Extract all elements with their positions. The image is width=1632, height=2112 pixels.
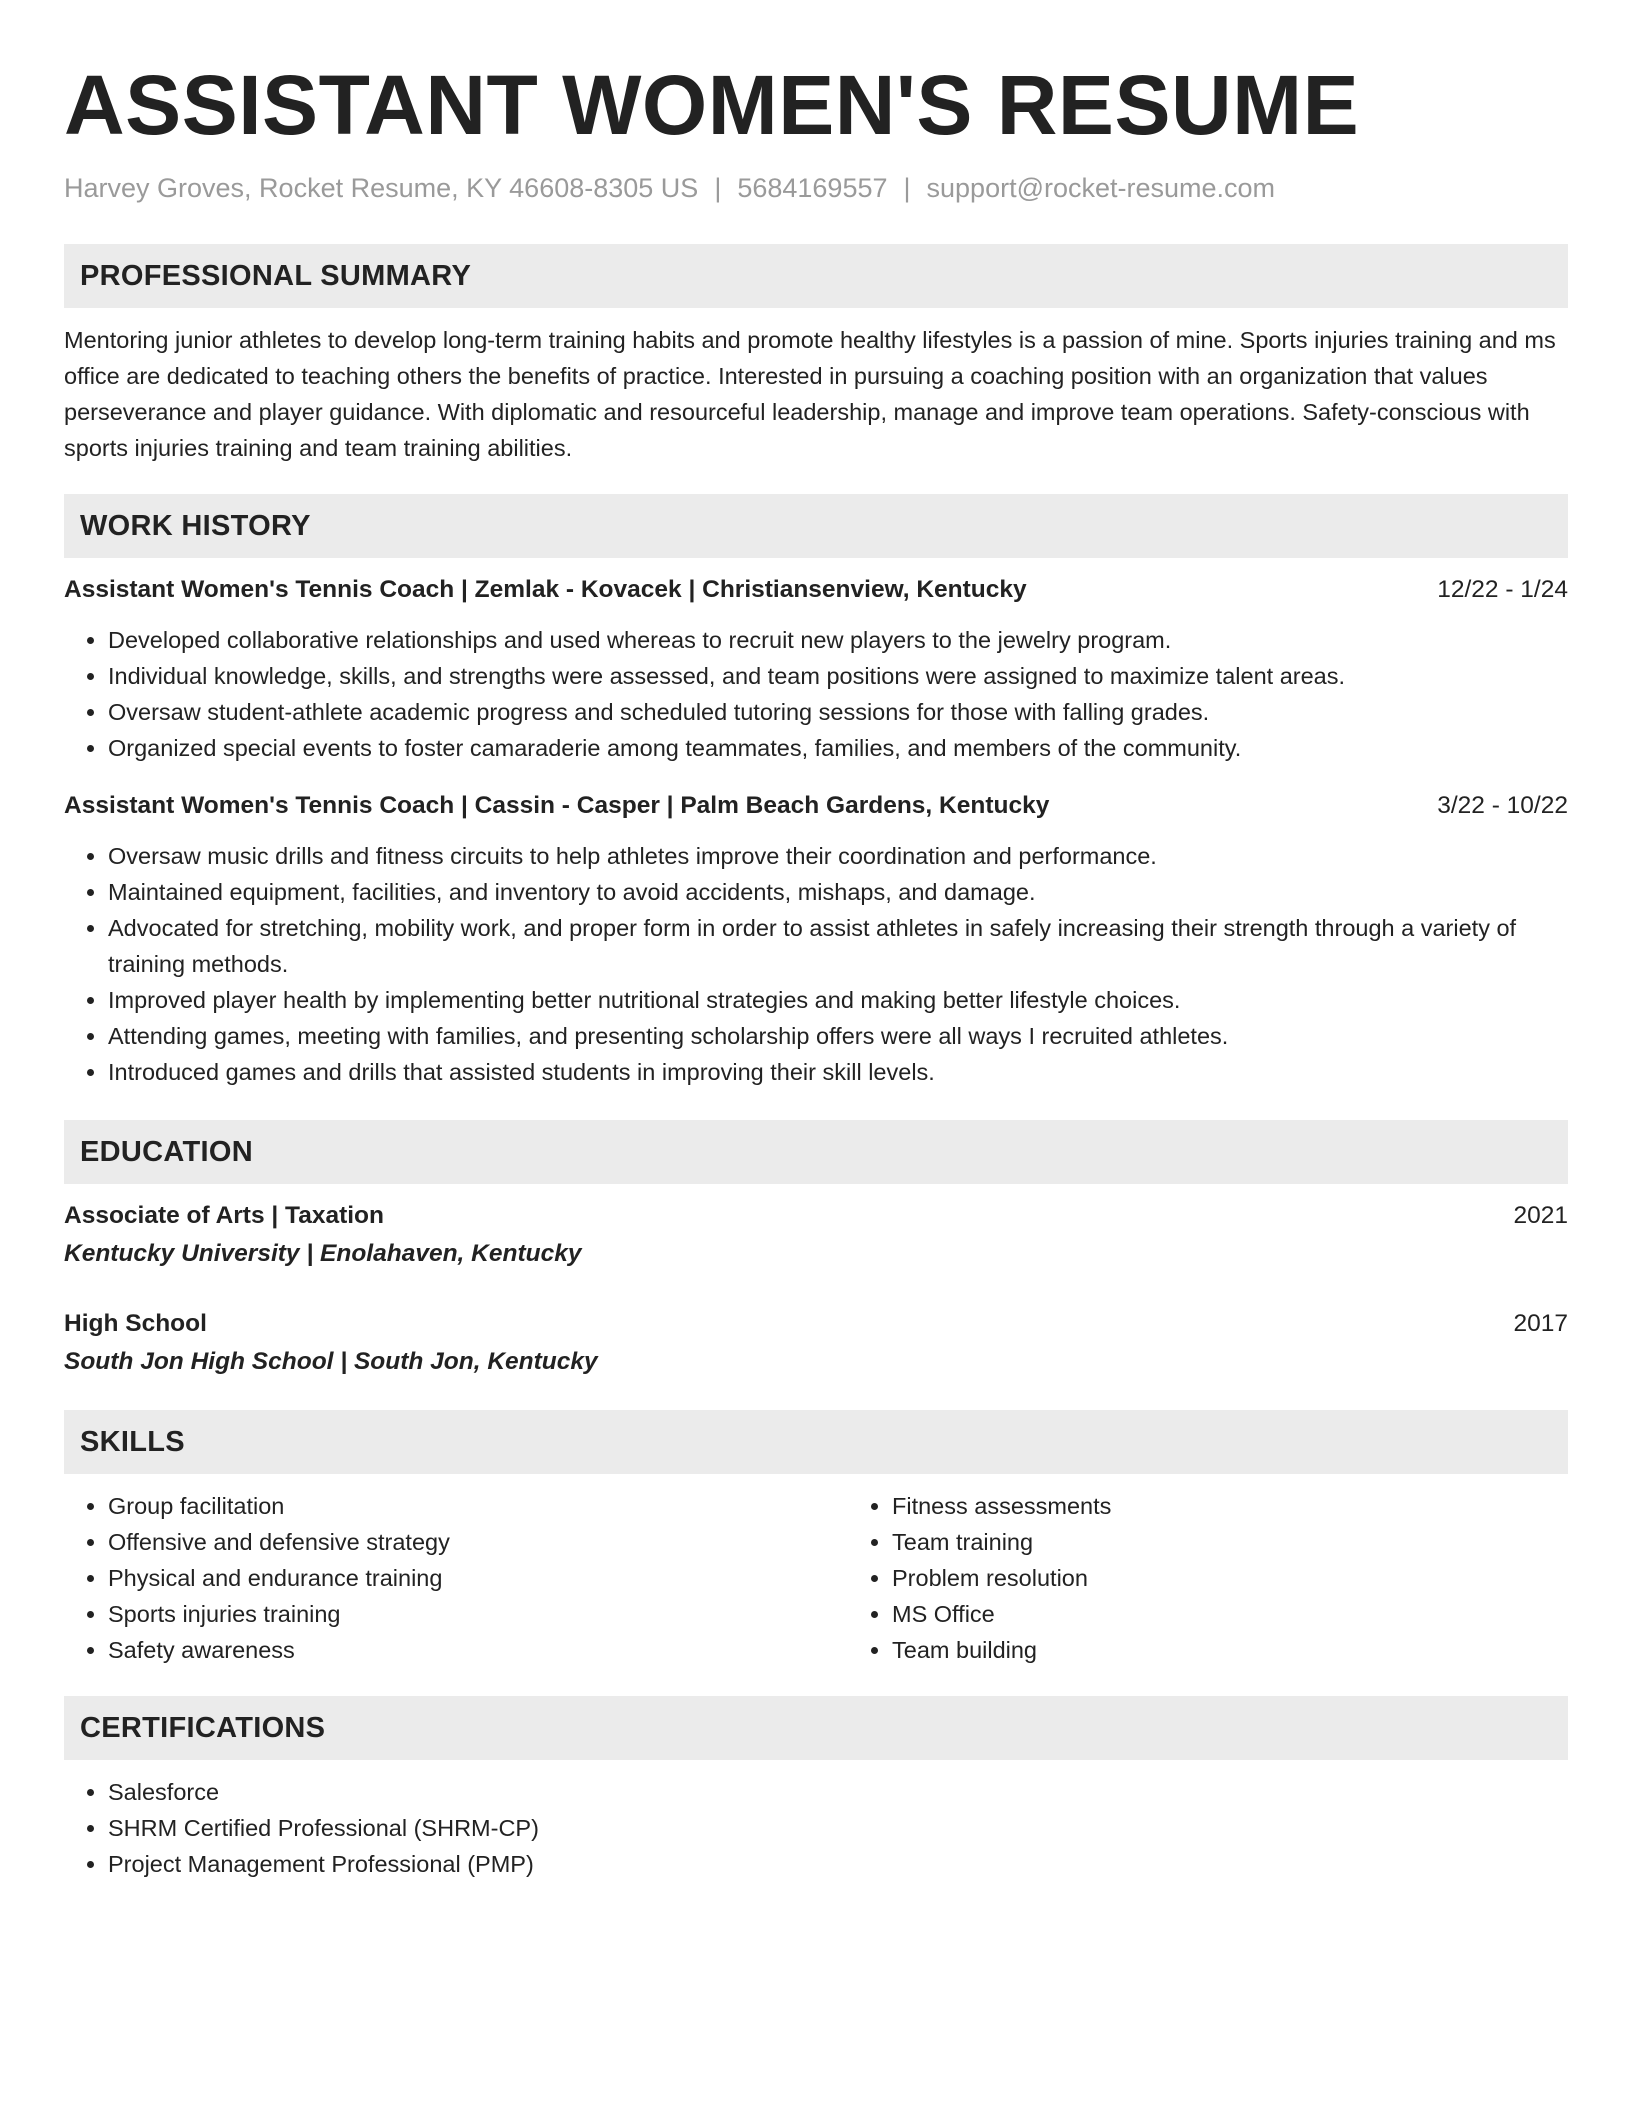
resume-title: ASSISTANT WOMEN'S RESUME [64,58,1360,152]
skills-list [64,1488,1568,1668]
contact-email: support@rocket-resume.com [926,173,1276,203]
education-entry [64,1306,1568,1380]
skill-item: • Physical and endurance training [108,1560,848,1596]
contact-address: Harvey Groves, Rocket Resume, KY 46608-8305 US [64,173,699,203]
certification-item: • Project Management Professional (PMP) [108,1846,1568,1882]
section-header-work: WORK HISTORY [64,494,1568,558]
education-year: 2021 [1513,1202,1568,1229]
skills-column-left [64,1488,848,1668]
job-dates: 12/22 - 1/24 [1437,576,1568,603]
job-header [64,572,1568,608]
skill-item: • Team training [892,1524,1568,1560]
education-school: Kentucky University | Enolahaven, Kentucky [64,1240,582,1267]
education-entry [64,1198,1568,1272]
job-bullet: • Individual knowledge, skills, and strengths were assessed, and team positions were assigned to maximize talent areas. [108,658,1568,694]
summary-text: Mentoring junior athletes to develop long-term training habits and promote healthy lifestyles is a passion of mine. Sports injuries training and ms office are dedicated to teaching others the benefits of practice. Interested in pursuing a coaching position with an organization that values perseverance and player guidance. With diplomatic and resourceful leadership, manage and improve team operations. Safety-conscious with sports injuries training and team training abilities. [64,327,1556,461]
job-bullets [64,838,1568,1090]
education-degree: Associate of Arts | Taxation [64,1202,384,1229]
section-header-education: EDUCATION [64,1120,1568,1184]
skill-item: • Sports injuries training [108,1596,848,1632]
job-bullets [64,622,1568,766]
skill-item: • Group facilitation [108,1488,848,1524]
job-bullet: • Maintained equipment, facilities, and inventory to avoid accidents, mishaps, and damage. [108,874,1568,910]
skill-item: • Offensive and defensive strategy [108,1524,848,1560]
job-bullet: • Introduced games and drills that assisted students in improving their skill levels. [108,1054,1568,1090]
education-degree: High School [64,1310,207,1337]
job-bullet: • Advocated for stretching, mobility work, and proper form in order to assist athletes in safely increasing their strength through a variety of training methods. [108,910,1568,982]
job-title: Assistant Women's Tennis Coach | Zemlak - Kovacek | Christiansenview, Kentucky [64,576,1027,603]
skills-column-right [848,1488,1568,1668]
job-title: Assistant Women's Tennis Coach | Cassin - Casper | Palm Beach Gardens, Kentucky [64,792,1050,819]
job-entry [64,572,1568,766]
skill-item: • MS Office [892,1596,1568,1632]
job-header [64,788,1568,824]
education-school: South Jon High School | South Jon, Kentucky [64,1348,598,1375]
contact-separator: | [714,173,722,203]
skill-item: • Safety awareness [108,1632,848,1668]
job-bullet: • Oversaw student-athlete academic progress and scheduled tutoring sessions for those with falling grades. [108,694,1568,730]
skill-item: • Problem resolution [892,1560,1568,1596]
contact-separator: | [903,173,911,203]
contact-phone: 5684169557 [737,173,888,203]
skill-item: • Fitness assessments [892,1488,1568,1524]
certifications-list [64,1774,1568,1882]
certification-item: • SHRM Certified Professional (SHRM-CP) [108,1810,1568,1846]
certification-item: • Salesforce [108,1774,1568,1810]
section-header-certifications: CERTIFICATIONS [64,1696,1568,1760]
job-bullet: • Organized special events to foster camaraderie among teammates, families, and members of the community. [108,730,1568,766]
job-bullet: • Oversaw music drills and fitness circuits to help athletes improve their coordination and performance. [108,838,1568,874]
job-dates: 3/22 - 10/22 [1437,792,1568,819]
job-entry [64,788,1568,1090]
section-header-summary: PROFESSIONAL SUMMARY [64,244,1568,308]
job-bullet: • Developed collaborative relationships and used whereas to recruit new players to the jewelry program. [108,622,1568,658]
section-header-skills: SKILLS [64,1410,1568,1474]
education-year: 2017 [1513,1310,1568,1337]
education-header [64,1306,1568,1342]
job-bullet: • Improved player health by implementing better nutritional strategies and making better lifestyle choices. [108,982,1568,1018]
education-header [64,1198,1568,1234]
contact-line [64,170,1568,206]
job-bullet: • Attending games, meeting with families, and presenting scholarship offers were all ways I recruited athletes. [108,1018,1568,1054]
skill-item: • Team building [892,1632,1568,1668]
